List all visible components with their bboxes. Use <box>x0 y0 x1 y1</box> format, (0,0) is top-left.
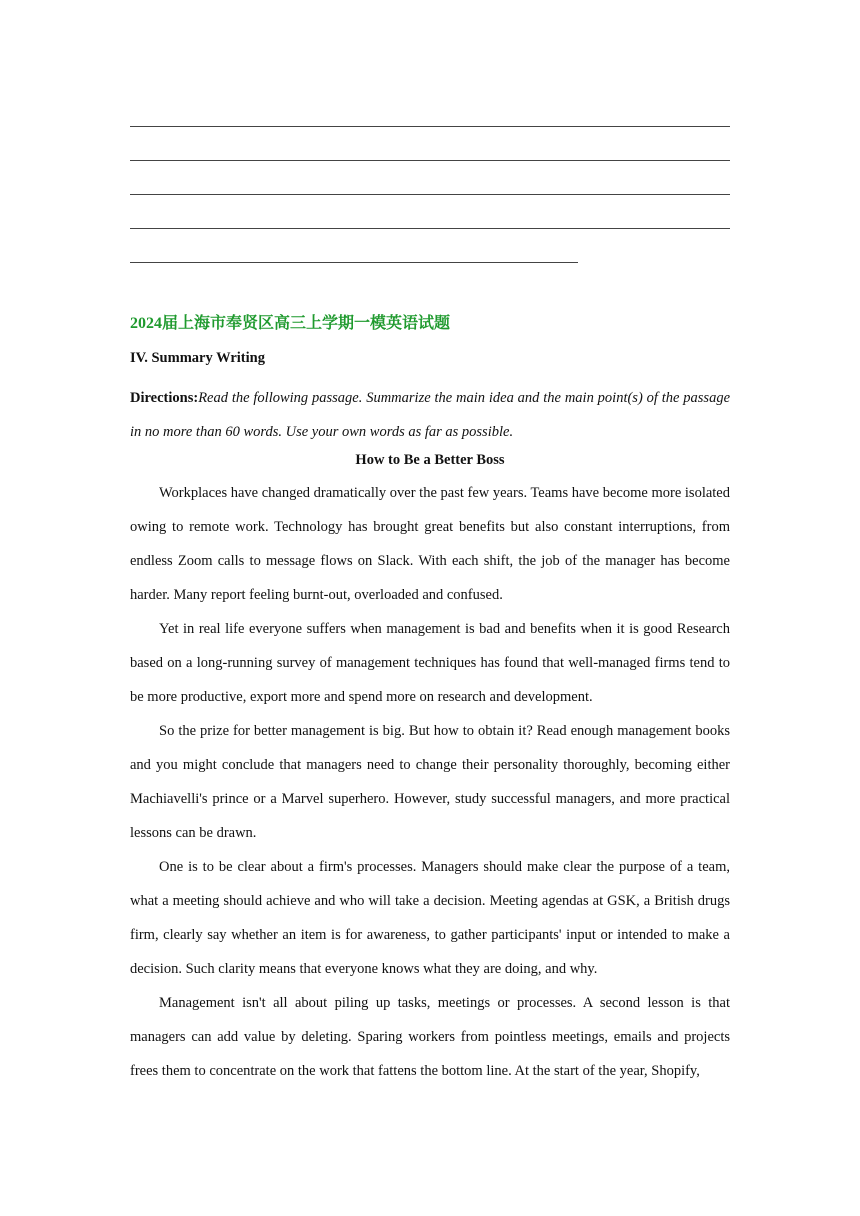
answer-line[interactable] <box>130 228 730 229</box>
passage-paragraph: Management isn't all about piling up tasks, meetings or processes. A second lesson is that managers can add value by deleting. Sparing workers from pointless meetings, emails and projects frees them to concentrate on the work that fattens the bottom line. At the start of the year, Shopify, <box>130 995 730 1079</box>
exam-title: 2024届上海市奉贤区高三上学期一模英语试题 <box>130 315 451 332</box>
passage-body <box>130 476 730 1088</box>
directions-label: Directions: <box>130 390 199 406</box>
passage-paragraph: Workplaces have changed dramatically over the past few years. Teams have become more isolated owing to remote work. Technology has brought great benefits but also constant interruptions, from endless Zoom calls to message flows on Slack. With each shift, the job of the manager has become harder. Many report feeling burnt-out, overloaded and confused. <box>130 485 730 603</box>
passage-heading: How to Be a Better Boss <box>355 452 505 468</box>
answer-line[interactable] <box>130 126 730 127</box>
section-heading: IV. Summary Writing <box>130 350 265 366</box>
passage-paragraph: So the prize for better management is big. But how to obtain it? Read enough management books and you might conclude that managers need to change their personality thoroughly, becoming either Machiavelli's prince or a Marvel superhero. However, study successful managers, and more practical lessons can be drawn. <box>130 723 730 841</box>
passage-paragraph: One is to be clear about a firm's processes. Managers should make clear the purpose of a team, what a meeting should achieve and who will take a decision. Meeting agendas at GSK, a British drugs firm, clearly say whether an item is for awareness, to gather participants' input or intended to make a decision. Such clarity means that everyone knows what they are doing, and why. <box>130 859 730 977</box>
directions-text: Read the following passage. Summarize the main idea and the main point(s) of the passage in no more than 60 words. Use your own words as far as possible. <box>130 390 730 440</box>
passage-paragraph: Yet in real life everyone suffers when management is bad and benefits when it is good Research based on a long-running survey of management techniques has found that well-managed firms tend to be more productive, export more and spend more on research and development. <box>130 621 730 705</box>
directions <box>130 381 730 449</box>
answer-line[interactable] <box>130 160 730 161</box>
answer-line[interactable] <box>130 194 730 195</box>
answer-line[interactable] <box>130 262 578 263</box>
